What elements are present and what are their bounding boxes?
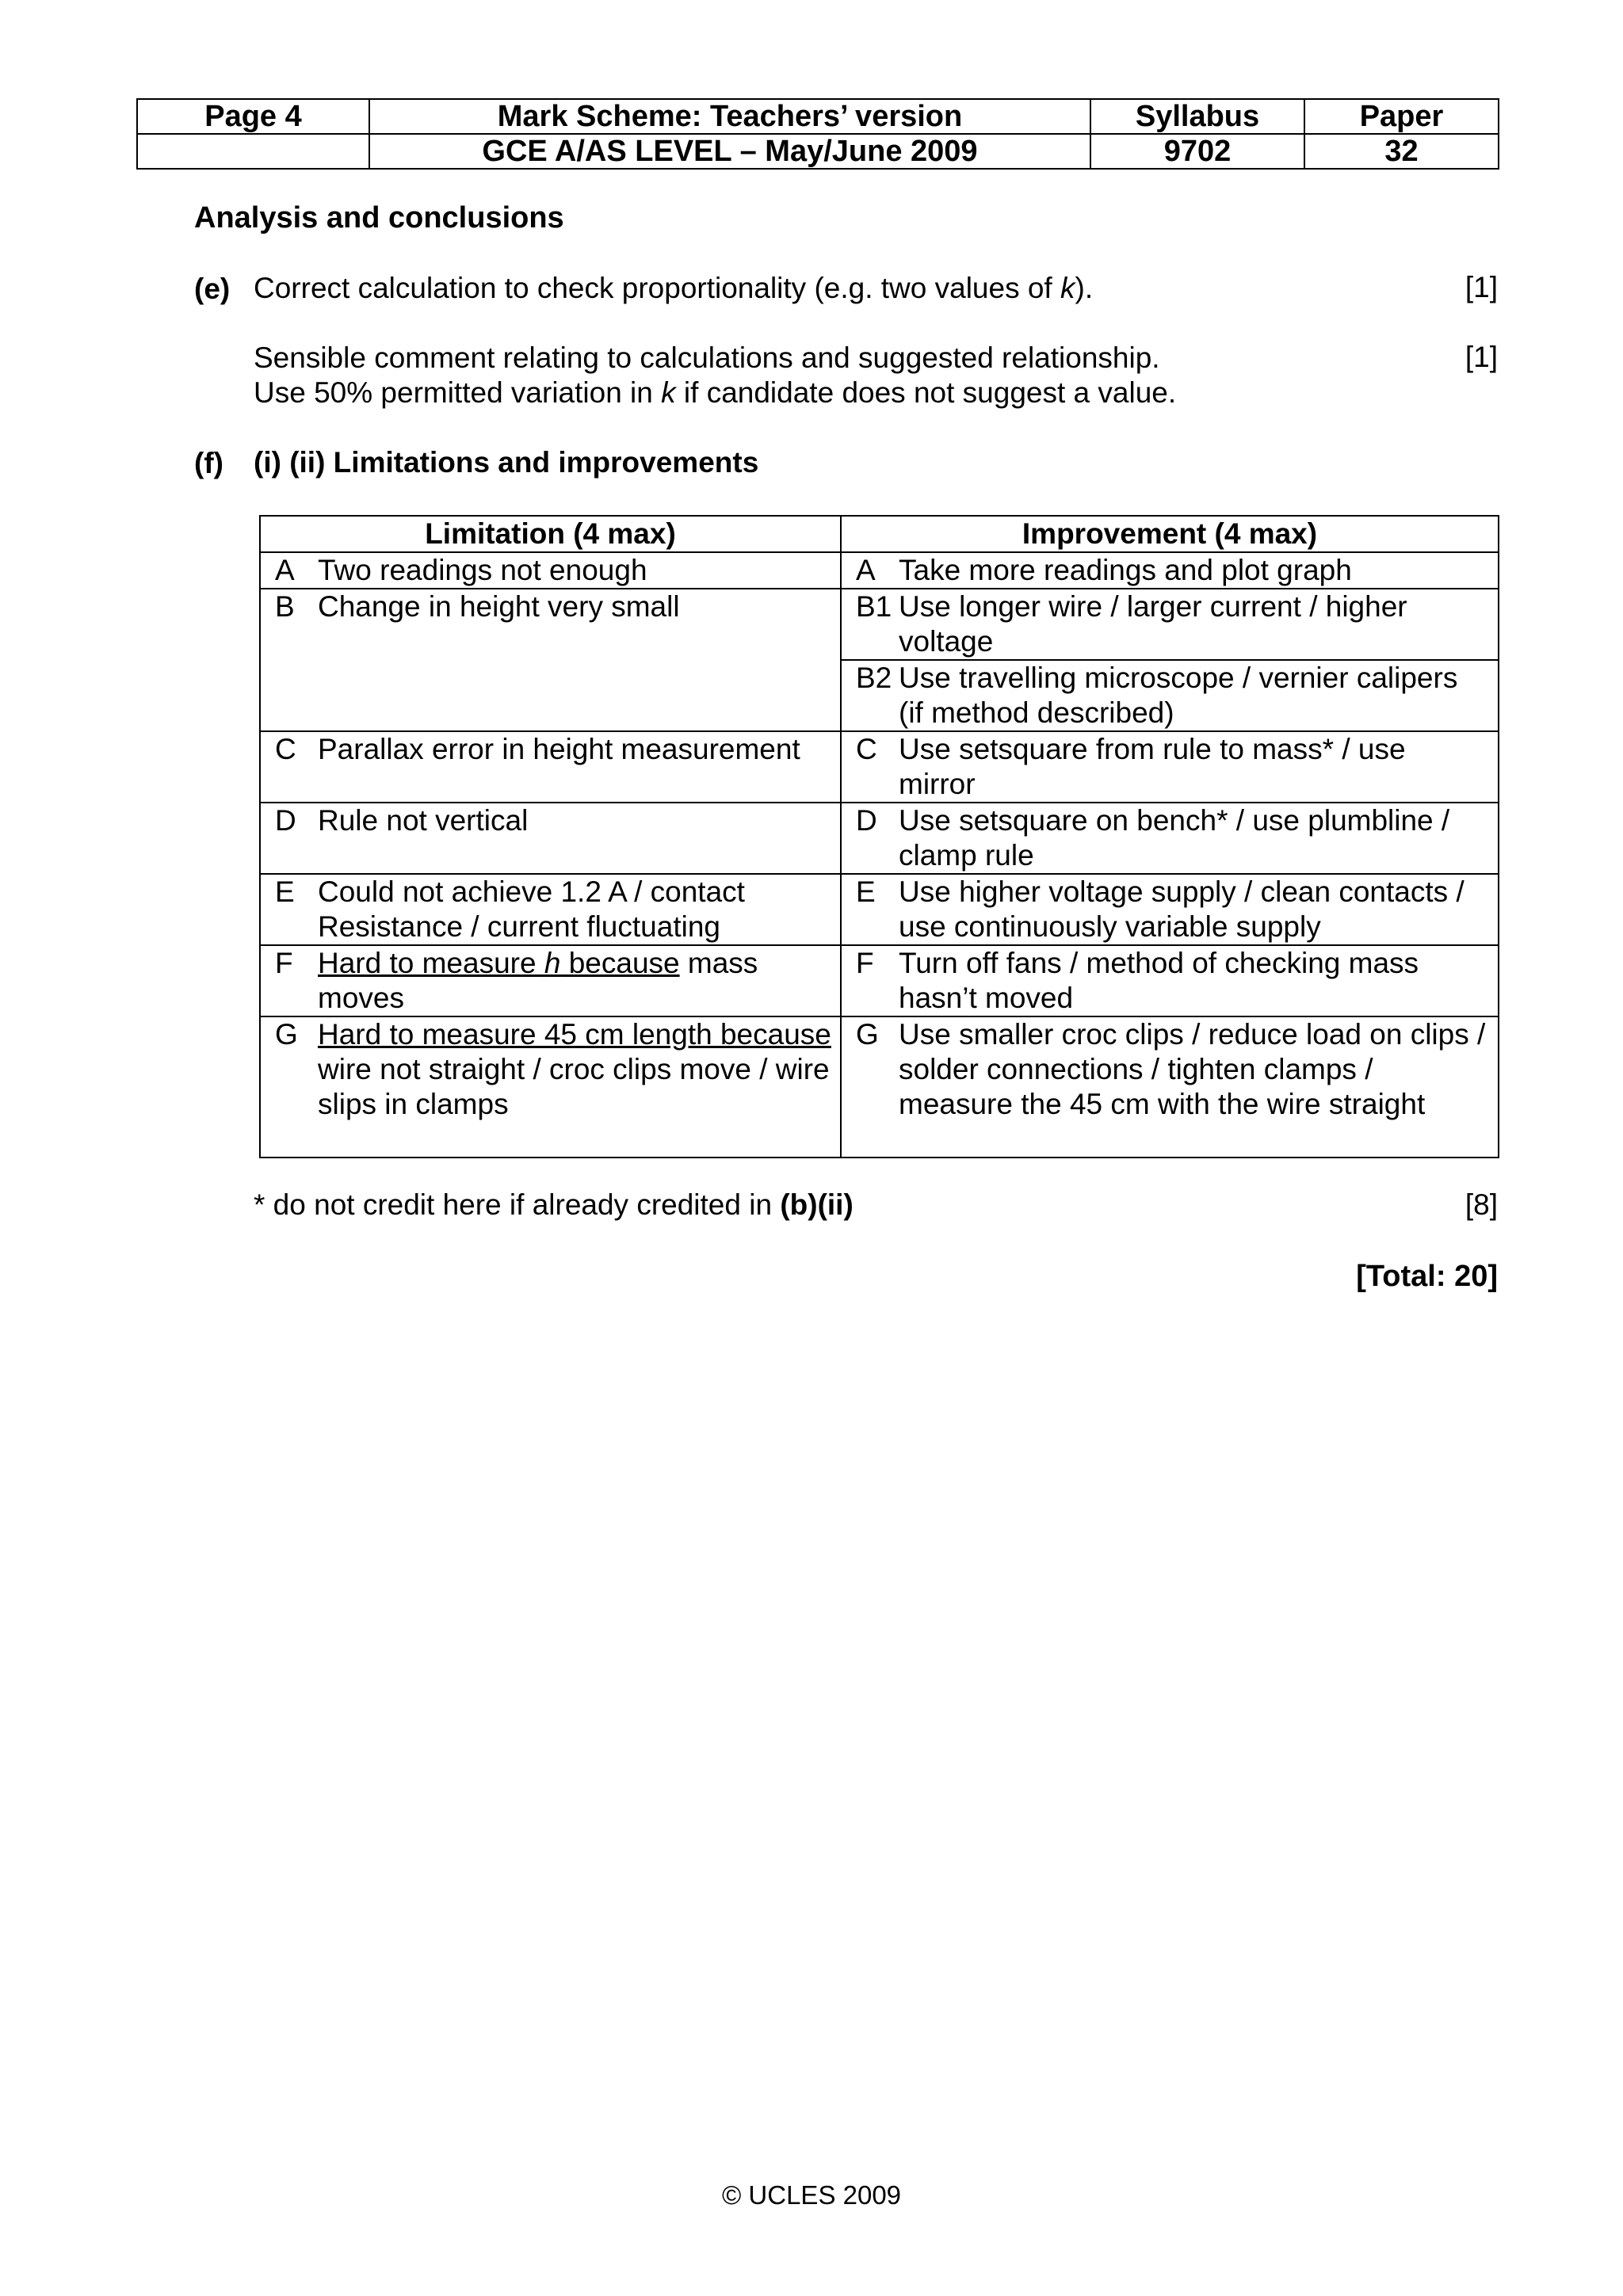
table-row — [260, 552, 1499, 589]
improvement-text: Take more readings and plot graph — [899, 554, 1352, 586]
improvement-text: Use longer wire / larger current / higher voltage — [899, 590, 1407, 658]
limitations-table — [259, 515, 1499, 1158]
column-header-improvement: Improvement (4 max) — [841, 516, 1499, 552]
improvement-code: C — [856, 733, 877, 765]
limitation-text: Hard to measure h because mass moves — [318, 947, 758, 1014]
question-e-line-2: Sensible comment relating to calculations and suggested relationship. — [254, 341, 1160, 374]
table-row — [260, 589, 1499, 660]
limitation-code: A — [275, 554, 295, 586]
improvement-text: Use travelling microscope / vernier calipers (if method described) — [899, 662, 1458, 729]
limitation-code: B — [275, 590, 295, 623]
limitation-text: Parallax error in height measurement — [318, 733, 800, 765]
question-f-label: (f) — [194, 447, 223, 479]
limitation-code: D — [275, 804, 296, 837]
table-header-row — [260, 516, 1499, 552]
table-row — [260, 803, 1499, 874]
header-title: Mark Scheme: Teachers’ version — [369, 99, 1090, 134]
improvement-text: Use setsquare on bench* / use plumbline / clamp rule — [899, 804, 1450, 871]
header-page: Page 4 — [137, 99, 369, 134]
header-syllabus-label: Syllabus — [1090, 99, 1304, 134]
limitation-code: C — [275, 733, 296, 765]
footnote-mark: [8] — [1465, 1188, 1498, 1221]
improvement-code: A — [856, 554, 876, 586]
header-row-2 — [137, 134, 1499, 169]
header-paper-number: 32 — [1304, 134, 1499, 169]
copyright-footer: © UCLES 2009 — [721, 2180, 902, 2210]
question-e-mark-1: [1] — [1465, 271, 1498, 303]
header-empty — [137, 134, 369, 169]
question-e-line-1: Correct calculation to check proportionality (e.g. two values of k). — [254, 272, 1094, 304]
limitation-text: Two readings not enough — [318, 554, 647, 586]
header-table — [136, 98, 1499, 170]
question-f-title: (i) (ii) Limitations and improvements — [254, 446, 759, 479]
header-exam: GCE A/AS LEVEL – May/June 2009 — [369, 134, 1090, 169]
table-row — [260, 945, 1499, 1016]
question-e-label: (e) — [194, 273, 231, 305]
limitation-code: E — [275, 875, 295, 908]
improvement-code: F — [856, 947, 874, 979]
limitation-code: F — [275, 947, 293, 979]
question-e-mark-2: [1] — [1465, 341, 1498, 373]
column-header-limitation: Limitation (4 max) — [260, 516, 841, 552]
improvement-text: Use smaller croc clips / reduce load on clips / solder connections / tighten clamps / measure the 45 cm with the wire straight — [899, 1018, 1486, 1120]
section-title: Analysis and conclusions — [194, 201, 564, 235]
limitation-code: G — [275, 1018, 298, 1051]
header-paper-label: Paper — [1304, 99, 1499, 134]
limitation-text: Rule not vertical — [318, 804, 529, 837]
improvement-code: B2 — [856, 662, 892, 694]
header-syllabus-code: 9702 — [1090, 134, 1304, 169]
improvement-code: E — [856, 875, 876, 908]
limitation-text: Hard to measure 45 cm length because wire not straight / croc clips move / wire slips in clamps — [318, 1018, 831, 1120]
question-e-line-3: Use 50% permitted variation in k if candidate does not suggest a value. — [254, 376, 1177, 409]
footnote: * do not credit here if already credited in (b)(ii) — [254, 1188, 854, 1221]
improvement-code: D — [856, 804, 877, 837]
limitation-text: Change in height very small — [318, 590, 680, 623]
header-row-1 — [137, 99, 1499, 134]
improvement-code: B1 — [856, 590, 892, 623]
table-row — [260, 874, 1499, 945]
improvement-text: Use higher voltage supply / clean contacts / use continuously variable supply — [899, 875, 1465, 943]
table-row — [260, 1016, 1499, 1158]
table-row — [260, 731, 1499, 803]
improvement-text: Use setsquare from rule to mass* / use mirror — [899, 733, 1406, 800]
total-marks: [Total: 20] — [1356, 1260, 1498, 1293]
limitation-text: Could not achieve 1.2 A / contact Resistance / current fluctuating — [318, 875, 745, 943]
improvement-code: G — [856, 1018, 879, 1051]
improvement-text: Turn off fans / method of checking mass hasn’t moved — [899, 947, 1419, 1014]
